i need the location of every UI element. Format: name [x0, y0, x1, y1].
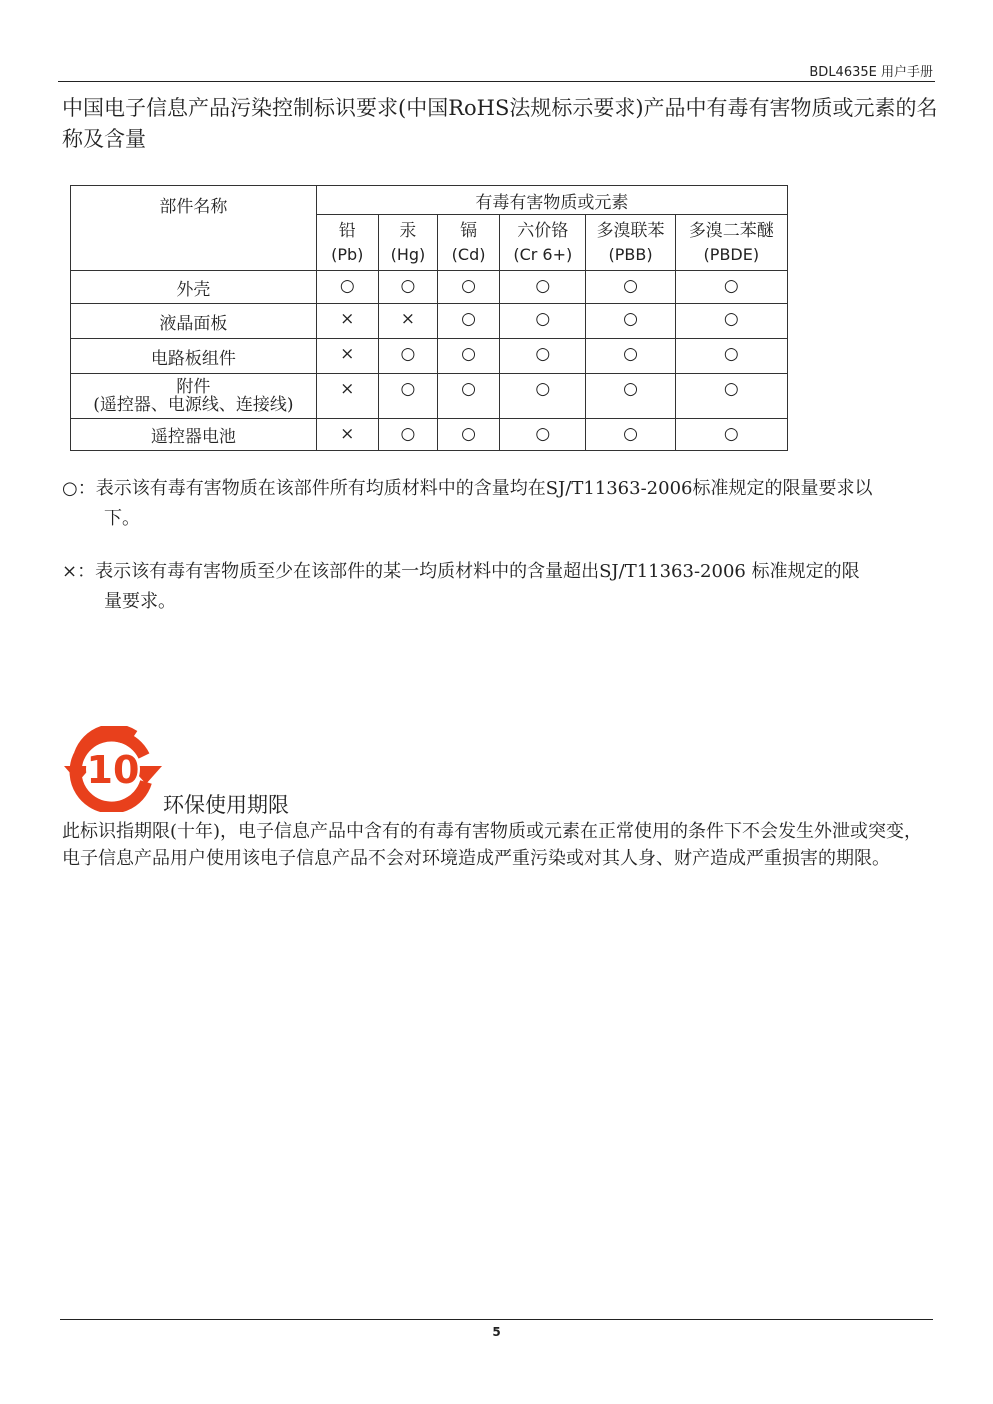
value-cell: ○ — [438, 271, 500, 304]
table-row — [71, 339, 788, 374]
value-cell: ○ — [586, 419, 675, 451]
part-name-cell: 外壳 — [71, 271, 317, 304]
value-cell: ○ — [675, 339, 787, 374]
value-cell: ○ — [378, 419, 437, 451]
value-cell: ○ — [586, 374, 675, 419]
part-name-cell: 电路板组件 — [71, 339, 317, 374]
note-circle-definition: ○：表示该有毒有害物质在该部件所有均质材料中的含量均在SJ/T11363-2006标准规定的限量要求以 下。 — [62, 478, 873, 529]
logo-caption: 环保使用期限 — [163, 793, 289, 817]
value-cell: ○ — [378, 374, 437, 419]
value-cell: ○ — [586, 271, 675, 304]
value-cell: ○ — [500, 419, 586, 451]
value-cell: ○ — [500, 304, 586, 339]
value-cell: ○ — [586, 339, 675, 374]
substance-header-hg: 汞 (Hg) — [378, 215, 437, 271]
part-name-cell: 遥控器电池 — [71, 419, 317, 451]
value-cell: × — [316, 419, 378, 451]
value-cell: ○ — [438, 374, 500, 419]
table-row — [71, 419, 788, 451]
value-cell: × — [378, 304, 437, 339]
environmental-use-period-logo — [64, 726, 162, 812]
part-name-cell: 附件 (遥控器、电源线、连接线) — [71, 374, 317, 419]
header-divider — [58, 81, 935, 82]
value-cell: ○ — [316, 271, 378, 304]
use-period-description: 此标识指期限(十年)，电子信息产品中含有的有毒有害物质或元素在正常使用的条件下不会发生外泄或突变，电子信息产品用户使用该电子信息产品不会对环境造成严重污染或对其人身、财产造成严重损害的期限。 — [62, 821, 923, 869]
note-cross-definition: ×：表示该有毒有害物质至少在该部件的某一均质材料中的含量超出SJ/T11363-2006 标准规定的限 量要求。 — [62, 561, 860, 612]
value-cell: × — [316, 304, 378, 339]
value-cell: ○ — [438, 339, 500, 374]
value-cell: ○ — [675, 271, 787, 304]
value-cell: ○ — [500, 339, 586, 374]
substance-header-cd: 镉 (Cd) — [438, 215, 500, 271]
table-row — [71, 374, 788, 419]
value-cell: × — [316, 374, 378, 419]
logo-number: 10 — [86, 748, 140, 792]
value-cell: ○ — [438, 304, 500, 339]
substance-header-pb: 铅 (Pb) — [316, 215, 378, 271]
value-cell: ○ — [675, 304, 787, 339]
page-title: 中国电子信息产品污染控制标识要求(中国RoHS法规标示要求)产品中有毒有害物质或元素的名称及含量 — [62, 96, 938, 151]
value-cell: ○ — [675, 419, 787, 451]
part-name-cell: 液晶面板 — [71, 304, 317, 339]
value-cell: ○ — [378, 339, 437, 374]
header-title: BDL4635E 用户手册 — [809, 65, 933, 80]
value-cell: ○ — [378, 271, 437, 304]
value-cell: ○ — [586, 304, 675, 339]
footer-divider — [60, 1319, 933, 1320]
table-row — [71, 271, 788, 304]
substance-header-pbde: 多溴二苯醚 (PBDE) — [675, 215, 787, 271]
substance-group-header: 有毒有害物质或元素 — [316, 186, 787, 215]
hazardous-substance-table — [70, 185, 788, 451]
page-number: 5 — [492, 1325, 501, 1339]
value-cell: ○ — [500, 271, 586, 304]
value-cell: ○ — [438, 419, 500, 451]
substance-header-cr6: 六价铬 (Cr 6+) — [500, 215, 586, 271]
value-cell: ○ — [500, 374, 586, 419]
part-name-header: 部件名称 — [71, 186, 317, 271]
value-cell: × — [316, 339, 378, 374]
table-row — [71, 304, 788, 339]
value-cell: ○ — [675, 374, 787, 419]
substance-header-pbb: 多溴联苯 (PBB) — [586, 215, 675, 271]
